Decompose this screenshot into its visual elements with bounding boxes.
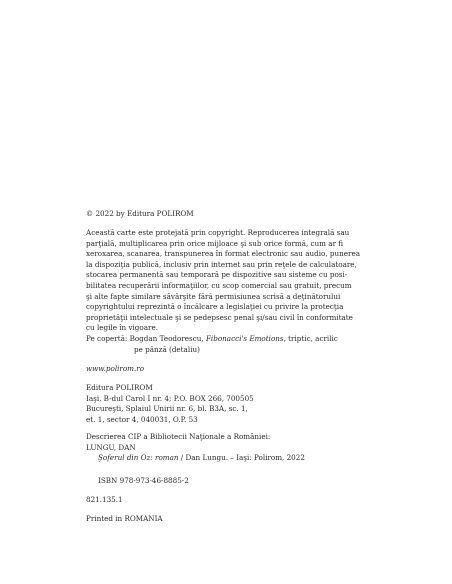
printed-in: Printed in ROMANIA (86, 514, 163, 523)
rights-line: parţială, multiplicarea prin orice mijloace şi sub orice formă, cum ar fi (86, 238, 344, 248)
rights-line: proprietăţii intelectuale şi se pedepsesc penal şi/sau civil în conformitate (86, 312, 353, 322)
classification-code: 821.135.1 (86, 495, 123, 504)
rights-line: cu legile în vigoare. (86, 323, 158, 333)
rights-line: stocarea permanentă sau temporară pe dispozitive sau sisteme cu posi- (86, 270, 348, 280)
cover-credit-prefix: Pe copertă: Bogdan Teodorescu, (86, 334, 206, 343)
cip-book-title: Şoferul din Oz: roman (98, 453, 179, 463)
publisher-bucuresti-address-2: et. 1, sector 4, 040031, O.P. 53 (86, 414, 198, 424)
rights-line: bilitatea recuperării informaţiilor, cu scop comercial sau gratuit, precum (86, 280, 352, 290)
rights-line: la dispoziţia publică, inclusiv prin internet sau prin reţele de calculatoare, (86, 259, 357, 269)
cip-heading: Descrierea CIP a Bibliotecii Naţionale a României: (86, 432, 271, 441)
rights-paragraph (86, 228, 371, 334)
publisher-address (86, 383, 371, 425)
copyright-line: © 2022 by Editura POLIROM (86, 209, 194, 218)
cover-credit-line2: pe pânză (detaliu) (134, 344, 200, 354)
cover-artwork-title: Fibonacci's Emotions (205, 334, 284, 343)
cip-book-details: / Dan Lungu. – Iaşi: Polirom, 2022 (178, 453, 305, 463)
cip-record (86, 432, 371, 464)
website-link[interactable]: www.polirom.ro (86, 364, 145, 373)
rights-line: Această carte este protejată prin copyright. Reproducerea integrală sau (86, 228, 350, 237)
publisher-name: Editura POLIROM (86, 383, 153, 392)
cover-credit (86, 334, 371, 355)
cover-credit-suffix: , triptic, acrilic (283, 334, 338, 343)
publisher-iasi-address: Iaşi, B-dul Carol I nr. 4; P.O. BOX 266, 700505 (86, 393, 254, 403)
cip-author: LUNGU, DAN (86, 442, 136, 452)
rights-line: şi alte fapte similare săvârşite fără permisiunea scrisă a deţinătorului (86, 291, 341, 301)
rights-line: copyrightului reprezintă o încălcare a legislaţiei cu privire la protecţia (86, 302, 344, 312)
publisher-bucuresti-address: Bucureşti, Splaiul Unirii nr. 6, bl. B3A, sc. 1, (86, 404, 248, 414)
isbn: ISBN 978-973-46-8885-2 (98, 476, 189, 485)
rights-line: xeroxarea, scanarea, transpunerea în format electronic sau audio, punerea (86, 249, 361, 259)
